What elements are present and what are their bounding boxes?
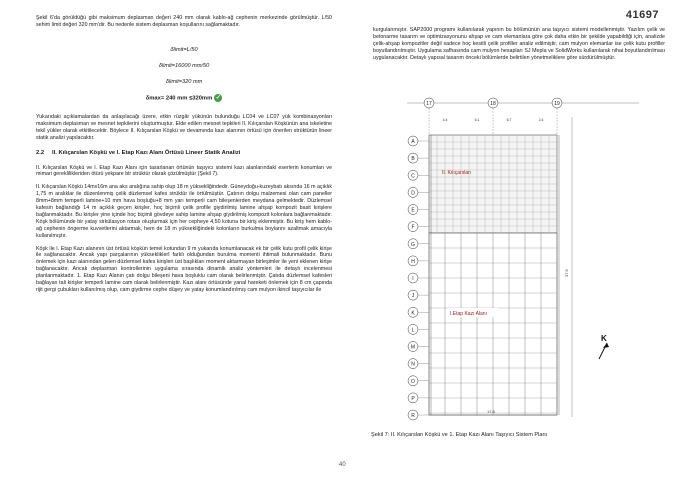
axis-label: C <box>411 173 415 180</box>
axis-label: N <box>411 361 415 368</box>
axis-bubble-left <box>408 187 418 197</box>
axis-bubble-left <box>408 222 418 232</box>
axis-label: I <box>412 276 414 282</box>
right-column <box>373 27 665 68</box>
axis-label: O <box>411 378 415 385</box>
check-icon: ✓ <box>215 94 221 101</box>
figure-caption: Şekil 7: II. Kılıçarslan Köşkü ve 1. Etap Kazı Alanı Taşıyıcı Sistem Planı <box>371 432 548 438</box>
paragraph: II. Kılıçarslan Köşkü ve I. Etap Kazı Alanı için tasarlanan örtünün taşıyıcı sistemi kazı alanlarındaki eserlerin konumları ve mimari gereklilikleriden ötürü yekpare bir strüktür olarak çözülmüştür (Şekil 7). <box>36 164 332 178</box>
axis-bubble-left <box>408 290 418 300</box>
axis-bubble-left <box>408 170 418 180</box>
section-number: 2.2 <box>36 149 45 156</box>
axis-label: 19 <box>554 101 560 107</box>
axis-bubble-left <box>408 153 418 163</box>
axis-label: R <box>411 413 415 419</box>
axis-bubble-left <box>408 410 418 420</box>
axis-label: F <box>411 224 415 231</box>
axis-bubble-left <box>408 256 418 266</box>
axis-label: B <box>411 156 415 163</box>
axis-label: E <box>411 207 415 214</box>
formula-limit-value: δlimit=16000 mm/50 <box>158 62 210 69</box>
axis-label: P <box>411 395 415 402</box>
paragraph: Yukarıdaki açıklamalardan da anlaşılacağı üzere, etkin rüzgâr yükünün bulunduğu LC04 ve LC07 yük kombinasyonları maksimum deplasman ve mesnet tepkilerini oluşturmuştur. Elde edilen mesnet tepkileri II. Kılıçarslan Köşkünün ana iskeletine tekil yükler olarak etkitilecektir. Böylece II. Kılıçarslan Köşkü ve devamında kazı alanının örtüsü için önerilen strüktürün lineer statik analizi yapılacaktır. <box>36 113 332 141</box>
axis-label: H <box>411 258 415 265</box>
axis-bubble-left <box>408 393 418 403</box>
axis-label: D <box>411 190 415 197</box>
excavation-label: I.Etap Kazı Alanı <box>450 311 487 317</box>
paragraph: II. Kılıçarslan Köşkü 14mx16m ana aks aralığına sahip olup 18 m yüksekliğindedir. Güneydoğu-kuzeybatı aksında 16 m açıklık 1,75 m aralıklar ile düzenlenmiş çelik düzlemsel kafes strüktür ile örtülmüştür. Çatının dolgu malzemesi olan cam paneller 8mm+8mm temperli lamine+10 mm hava boşluğu+8 mm yarı temperli cam bileşenlerden meydana gelmektedir. Düzlemsel kafesin bağlandığı 14 m açıklık geçen kirişler, hoç biçimli çelik profile giydirilmiş lamine ahşap kompozit basit kirişlere bağlanmaktadır. Bu kirişler yine içinde hoç biçimli gövdeye sahip lamine ahşap giydirilmiş kompozit kolonlara bağlanmaktadır. Köşk bölümünde bir yatay sirkülasyon rotası oluşturmak için her cepheye 4,50 kotuna bir kiriş eklenmiştir. Bu kiriş hem kablo-ağ cephenin öngerme kuvvetlerini aktarmak, hem de 18 m yüksekliğindeki kolonların burkulma boylarını azaltmak amacıyla kullanılmıştır. <box>36 184 332 239</box>
axis-bubble-left <box>408 324 418 334</box>
north-label: K <box>601 334 607 343</box>
formula-limit-result: δlimit=320 mm <box>165 78 203 85</box>
axis-bubble-left <box>408 342 418 352</box>
section-title: II. Kılıçarslan Köşkü ve I. Etap Kazı Alanı Örtüsü Lineer Statik Analizi <box>52 149 241 156</box>
axis-label: L <box>411 327 415 334</box>
paragraph: kurgulanmıştır. SAP2000 programı kullanılarak yapının bu bölümünün ana taşıyıcı sistemi modellenmiştir. Yazılım çelik ve betonarme tasarım ve optimizasyonunu ahşap ve cam elemanlara göre çok daha etkin bir şekilde yapabildiği için, analizde çelik-ahşap kompozitler değil sadece hoç kesitli çelik profiller analiz edilmiştir, cam mulyon elemanlar ise çelik kutu profiller boyutlandırılmıştır. Uygulama safhasında cam mulyon hesapları SJ Mepla ve SolidWorks kullanılarak nihai boyutlandırılması uygulanacaktır. Detaylı yapısal tasarım önceki bölümlerde belirtilen yönetmeliklere göre sürdürülmüştür. <box>373 27 665 61</box>
deflection-result-text: δmax= 240 mm ≤320mm <box>145 95 213 102</box>
dim-side: 37.6 <box>564 269 569 277</box>
axis-label: A <box>411 139 415 145</box>
formula-limit: δlimit=L/50 <box>170 46 198 53</box>
paragraph: Şekil 6'da görüldüğü gibi maksimum deplasman değeri 240 mm olarak kablo-ağ cephenin merkezinde görülmüştür. L/50 sehim limit değeri 320 mm'dir. Bu nedenle sistem deplasman koşullarını sağlamaktadır. <box>36 15 332 28</box>
page-number-bottom: 40 <box>339 462 346 468</box>
dim-top-label: 2.4 <box>538 118 544 122</box>
axis-label: G <box>411 241 415 248</box>
axis-bubble-left <box>408 273 418 283</box>
deflection-result <box>36 94 332 102</box>
section-heading <box>36 150 332 157</box>
axis-label: 18 <box>490 101 496 107</box>
axis-bubble-top <box>424 98 434 108</box>
dim-top-label: 6.7 <box>506 118 512 122</box>
axis-label: K <box>411 310 415 317</box>
kosk-label: II. Kılıçarslan <box>442 170 471 176</box>
page-number-top: 41697 <box>625 9 659 21</box>
axis-label: J <box>411 293 415 300</box>
axis-bubble-top <box>488 98 498 108</box>
north-arrow <box>599 334 609 359</box>
axis-label: M <box>410 344 416 351</box>
structural-plan-figure <box>387 97 639 421</box>
axis-bubble-left <box>408 376 418 386</box>
axis-bubble-left <box>408 359 418 369</box>
axis-bubble-left <box>408 136 418 146</box>
axis-label: 17 <box>426 101 432 107</box>
axis-bubble-top <box>552 98 562 108</box>
axis-bubble-left <box>408 205 418 215</box>
dim-top-label: 6.1 <box>474 118 480 122</box>
paragraph: Köşk ile I. Etap Kazı alanının üst örtüsü köşkün temel kotundan 9 m yukarıda konumlanacak ek bir çelik kutu profil çelik kirişe ile sağlanacaktır. Ancak yapı parçalarının yüksekliklerî farklı olduğundan burulma momenti ihtimali bulunmaktadır. Bunu önlemek için kazı alanından gelen düzlemsel kafes kirişleri üst başlıkları moment aktarmayan birleşimler ile yeni eklenen kirişe bağlanacaktır. Ancak deplasman kontrollerinin uygulama sırasında dinamik analiz yöntemleri ile detaylı incelenmesi planlanmaktadır. 1. Etap Kazı Alanın çatı dolgu bileşeni hava boşluklu cam olarak belirlenmiştir. Çatıda düzlemsel kafesleri bağlayan tali kirişler temperli lamine cam olarak belirlenmiştir. Kazı alanı örtüsünde yanal hareketi önlemek için 8 cm çapında rijit gergi çubukları kullanılmış olup, cam giydirme cephe düşey ve yatay konumlandırılmış cam mulyon ikincil taşıyıcılar ile <box>36 245 332 293</box>
axis-bubble-left <box>408 239 418 249</box>
left-column <box>36 15 332 300</box>
dim-bottom: 17.8 <box>487 409 495 414</box>
axis-bubble-left <box>408 307 418 317</box>
dim-top-label: 4.4 <box>442 118 448 122</box>
